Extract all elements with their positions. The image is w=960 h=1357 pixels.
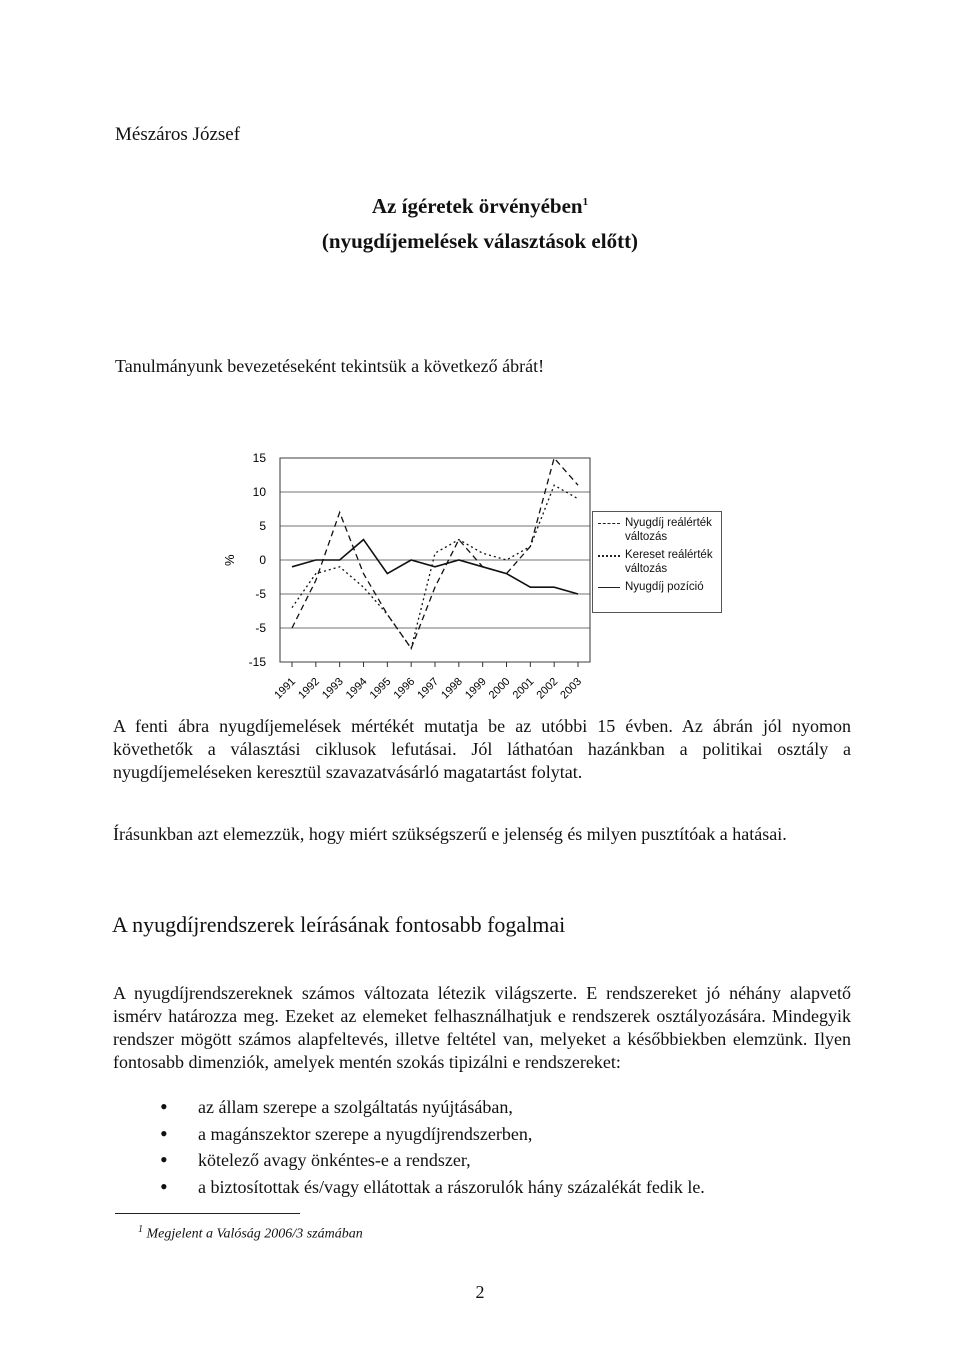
- y-tick-label: 0: [259, 553, 266, 567]
- list-item: • kötelező avagy önkéntes-e a rendszer,: [160, 1147, 705, 1174]
- x-tick-label: 2001: [510, 675, 537, 702]
- article-title: Az ígéretek örvényében$^1$: [371, 194, 589, 218]
- article-subtitle: (nyugdíjemelések választások előtt): [321, 229, 639, 253]
- section-heading: A nyugdíjrendszerek leírásának fontosabb fogalmai: [112, 912, 566, 937]
- footnote: $^1$ Megjelent a Valóság 2006/3 számában: [138, 1224, 363, 1242]
- page-number: 2: [475, 1282, 485, 1302]
- footnote-mark: 1: [138, 1224, 143, 1235]
- paragraph-pension-systems: A nyugdíjrendszereknek számos változata létezik világszerte. E rendszereket jó néhány alapvető ismérv határozza meg. Ezeket az elemeket felhasználhatjuk e rendszerek osztályozására. Mindegyik rendszer mögött számos alapfeltevés, illetve feltétel van, melyeket a későbbiekben elemzünk. Ilyen fontosabb dimenziók, amelyek mentén szokás tipizálni e rendszereket:: [113, 983, 851, 1072]
- legend-item-wage-value: Kereset reálérték változás: [593, 548, 721, 576]
- pension-chart: [210, 440, 600, 740]
- y-tick-label: 15: [252, 451, 266, 465]
- y-tick-labels: [249, 451, 267, 669]
- x-tick-label: 1991: [272, 675, 299, 702]
- list-item: • a magánszektor szerepe a nyugdíjrendszerben,: [160, 1121, 705, 1148]
- series-line-1: [292, 458, 578, 648]
- x-tick-label: 2003: [558, 675, 585, 702]
- list-item: • az állam szerepe a szolgáltatás nyújtásában,: [160, 1094, 705, 1121]
- x-tick-label: 1999: [462, 675, 489, 702]
- legend-item-pension-value: Nyugdíj reálérték változás: [593, 516, 721, 544]
- intro-sentence: Tanulmányunk bevezetéseként tekintsük a következő ábrát!: [115, 356, 545, 376]
- legend-item-pension-position: Nyugdíj pozíció: [593, 580, 721, 594]
- series-line-3: [292, 540, 578, 594]
- list-item: • a biztosítottak és/vagy ellátottak a rászorulók hány százalékát fedik le.: [160, 1174, 705, 1201]
- chart-legend: [592, 511, 722, 613]
- x-tick-label: 1993: [319, 675, 346, 702]
- x-tick-label: 1997: [415, 675, 442, 702]
- x-tick-label: 1994: [343, 675, 370, 702]
- x-tick-labels: [272, 662, 584, 701]
- x-tick-label: 1996: [391, 675, 418, 702]
- footnote-divider: [115, 1213, 300, 1214]
- y-tick-label: -5: [255, 587, 266, 601]
- chart-series: [292, 458, 578, 648]
- paragraph-chart-description: A fenti ábra nyugdíjemelések mértékét mutatja be az utóbbi 15 évben. Az ábrán jól nyomon követhetők a választási ciklusok lefutásai. Jól láthatóan hazánkban a politikai osztály a nyugdíjemeléseken keresztül szavazatvásárló magatartást folytat.: [113, 716, 851, 782]
- y-tick-label: -15: [248, 655, 266, 669]
- x-tick-label: 1995: [367, 675, 394, 702]
- author-name: Mészáros József: [115, 124, 241, 145]
- dimension-list: [160, 1094, 705, 1200]
- x-tick-label: 2002: [534, 675, 561, 702]
- x-tick-label: 1992: [296, 675, 322, 702]
- paragraph-aim: Írásunkban azt elemezzük, hogy miért szükségszerű e jelenség és milyen pusztítóak a hatásai.: [113, 824, 787, 844]
- legend-swatch-dotted: [598, 555, 620, 557]
- x-tick-label: 2000: [486, 675, 513, 702]
- x-tick-label: 1998: [439, 675, 465, 702]
- title-footnote-mark: 1: [582, 196, 589, 208]
- legend-swatch-solid: [598, 587, 620, 588]
- legend-swatch-dashed: [598, 523, 620, 524]
- y-tick-label: 5: [259, 519, 266, 533]
- y-tick-label: -5: [255, 621, 266, 635]
- y-tick-label: 10: [252, 485, 266, 499]
- y-axis-label: %: [222, 554, 237, 566]
